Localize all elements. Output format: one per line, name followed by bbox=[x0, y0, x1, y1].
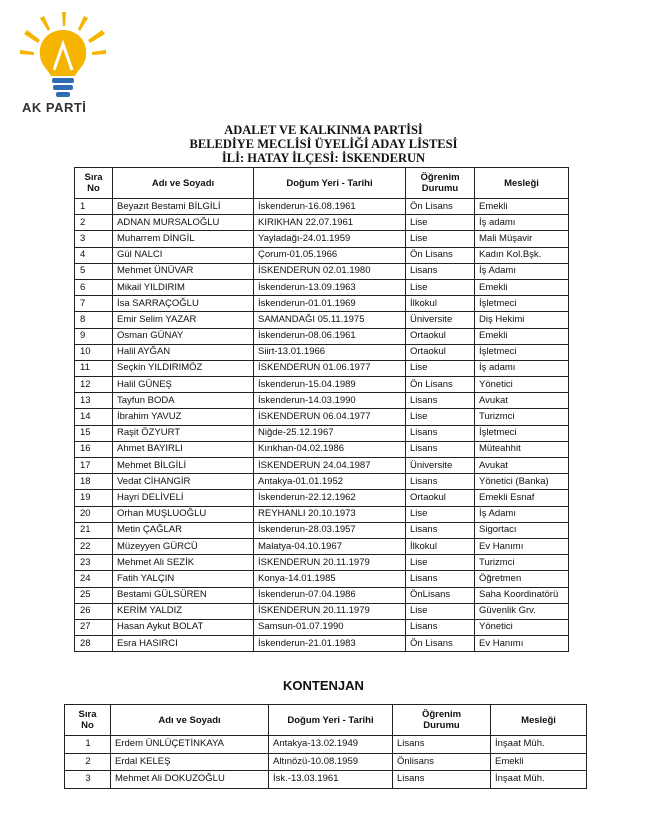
table-row bbox=[75, 571, 569, 587]
table-row bbox=[75, 555, 569, 571]
cell-sira-no: 16 bbox=[75, 441, 113, 457]
cell-education: İlkokul bbox=[406, 538, 475, 554]
cell-education: Lisans bbox=[406, 393, 475, 409]
table-row bbox=[75, 344, 569, 360]
header-birth: Doğum Yeri - Tarihi bbox=[269, 705, 393, 736]
cell-name: Metin ÇAĞLAR bbox=[113, 522, 254, 538]
cell-birth: İskenderun-07.04.1986 bbox=[254, 587, 406, 603]
cell-occupation: İş Adamı bbox=[475, 506, 569, 522]
cell-sira-no: 22 bbox=[75, 538, 113, 554]
cell-sira-no: 7 bbox=[75, 296, 113, 312]
cell-sira-no: 19 bbox=[75, 490, 113, 506]
cell-name: Erdal KELEŞ bbox=[111, 753, 269, 771]
table-row bbox=[75, 199, 569, 215]
cell-birth: Samsun-01.07.1990 bbox=[254, 619, 406, 635]
cell-education: Ön Lisans bbox=[406, 247, 475, 263]
cell-birth: İskenderun-21.01.1983 bbox=[254, 636, 406, 652]
cell-education: Lise bbox=[406, 506, 475, 522]
cell-education: Önlisans bbox=[393, 753, 491, 771]
cell-occupation: İnşaat Müh. bbox=[491, 771, 587, 789]
table-row bbox=[75, 393, 569, 409]
header-occupation: Mesleği bbox=[491, 705, 587, 736]
cell-name: Vedat CİHANGİR bbox=[113, 474, 254, 490]
cell-name: Müzeyyen GÜRCÜ bbox=[113, 538, 254, 554]
cell-birth: İSKENDERUN 20.11.1979 bbox=[254, 603, 406, 619]
cell-education: Lise bbox=[406, 409, 475, 425]
cell-birth: İskenderun-16.08.1961 bbox=[254, 199, 406, 215]
cell-occupation: İş Adamı bbox=[475, 263, 569, 279]
cell-occupation: Emekli bbox=[475, 199, 569, 215]
cell-sira-no: 1 bbox=[75, 199, 113, 215]
cell-birth: Malatya-04.10.1967 bbox=[254, 538, 406, 554]
cell-education: Ön Lisans bbox=[406, 636, 475, 652]
cell-sira-no: 14 bbox=[75, 409, 113, 425]
cell-education: Lisans bbox=[406, 571, 475, 587]
party-name-heading: ADALET VE KALKINMA PARTİSİ bbox=[224, 123, 423, 137]
cell-education: Lise bbox=[406, 231, 475, 247]
cell-education: Ortaokul bbox=[406, 328, 475, 344]
cell-name: Halil GÜNEŞ bbox=[113, 377, 254, 393]
cell-birth: Antakya-01.01.1952 bbox=[254, 474, 406, 490]
table-header-row bbox=[75, 168, 569, 199]
cell-name: Beyazıt Bestami BİLGİLİ bbox=[113, 199, 254, 215]
cell-occupation: Öğretmen bbox=[475, 571, 569, 587]
table-row bbox=[75, 587, 569, 603]
table-row bbox=[75, 474, 569, 490]
cell-name: Hayri DELİVELİ bbox=[113, 490, 254, 506]
table-row bbox=[75, 409, 569, 425]
cell-education: İlkokul bbox=[406, 296, 475, 312]
cell-sira-no: 10 bbox=[75, 344, 113, 360]
cell-occupation: Avukat bbox=[475, 393, 569, 409]
cell-sira-no: 4 bbox=[75, 247, 113, 263]
cell-name: Gül NALCI bbox=[113, 247, 254, 263]
cell-occupation: Mali Müşavir bbox=[475, 231, 569, 247]
kontenjan-table bbox=[64, 704, 587, 789]
table-row bbox=[65, 736, 587, 754]
cell-name: Mikail YILDIRIM bbox=[113, 279, 254, 295]
cell-name: Osman GÜNAY bbox=[113, 328, 254, 344]
cell-occupation: Turizmci bbox=[475, 409, 569, 425]
cell-name: Erdem ÜNLÜÇETİNKAYA bbox=[111, 736, 269, 754]
cell-sira-no: 9 bbox=[75, 328, 113, 344]
header-education: Öğrenim Durumu bbox=[393, 705, 491, 736]
table-row bbox=[75, 247, 569, 263]
cell-occupation: Avukat bbox=[475, 458, 569, 474]
cell-education: Üniversite bbox=[406, 312, 475, 328]
cell-occupation: Yönetici (Banka) bbox=[475, 474, 569, 490]
cell-birth: KIRIKHAN 22.07.1961 bbox=[254, 215, 406, 231]
table-row bbox=[75, 458, 569, 474]
table-row bbox=[75, 441, 569, 457]
cell-occupation: İşletmeci bbox=[475, 296, 569, 312]
cell-sira-no: 3 bbox=[75, 231, 113, 247]
header-occupation: Mesleği bbox=[475, 168, 569, 199]
cell-birth: İskenderun-28.03.1957 bbox=[254, 522, 406, 538]
cell-occupation: İş adamı bbox=[475, 215, 569, 231]
cell-education: Ortaokul bbox=[406, 344, 475, 360]
cell-sira-no: 26 bbox=[75, 603, 113, 619]
cell-sira-no: 3 bbox=[65, 771, 111, 789]
cell-name: Mehmet Ali DOKUZOĞLU bbox=[111, 771, 269, 789]
cell-occupation: Yönetici bbox=[475, 619, 569, 635]
cell-name: Fatih YALÇIN bbox=[113, 571, 254, 587]
cell-name: Hasan Aykut BOLAT bbox=[113, 619, 254, 635]
table-row bbox=[75, 636, 569, 652]
cell-education: ÖnLisans bbox=[406, 587, 475, 603]
cell-birth: Konya-14.01.1985 bbox=[254, 571, 406, 587]
cell-name: Esra HASIRCI bbox=[113, 636, 254, 652]
cell-birth: Antakya-13.02.1949 bbox=[269, 736, 393, 754]
cell-education: Lise bbox=[406, 360, 475, 376]
cell-birth: İSKENDERUN 06.04.1977 bbox=[254, 409, 406, 425]
table-row bbox=[75, 279, 569, 295]
cell-birth: Kırıkhan-04.02.1986 bbox=[254, 441, 406, 457]
candidate-table bbox=[74, 167, 569, 652]
cell-occupation: Ev Hanımı bbox=[475, 636, 569, 652]
cell-name: KERİM YALDIZ bbox=[113, 603, 254, 619]
cell-education: Ortaokul bbox=[406, 490, 475, 506]
cell-sira-no: 2 bbox=[65, 753, 111, 771]
table-header-row bbox=[65, 705, 587, 736]
cell-birth: İskenderun-14.03.1990 bbox=[254, 393, 406, 409]
cell-name: ADNAN MURSALOĞLU bbox=[113, 215, 254, 231]
list-title-heading: BELEDİYE MECLİSİ ÜYELİĞİ ADAY LİSTESİ bbox=[189, 137, 458, 151]
cell-occupation: Ev Hanımı bbox=[475, 538, 569, 554]
table-row bbox=[75, 603, 569, 619]
cell-birth: REYHANLI 20.10.1973 bbox=[254, 506, 406, 522]
table-row bbox=[75, 263, 569, 279]
cell-sira-no: 13 bbox=[75, 393, 113, 409]
header-sira-no: Sıra No bbox=[65, 705, 111, 736]
cell-birth: SAMANDAĞI 05.11.1975 bbox=[254, 312, 406, 328]
cell-education: Lise bbox=[406, 279, 475, 295]
cell-birth: İsk.-13.03.1961 bbox=[269, 771, 393, 789]
cell-education: Lisans bbox=[406, 474, 475, 490]
cell-birth: İskenderun-13.09.1963 bbox=[254, 279, 406, 295]
cell-birth: İskenderun-15.04.1989 bbox=[254, 377, 406, 393]
cell-birth: Altınözü-10.08.1959 bbox=[269, 753, 393, 771]
cell-name: Mehmet ÜNÜVAR bbox=[113, 263, 254, 279]
table-row bbox=[75, 506, 569, 522]
cell-sira-no: 20 bbox=[75, 506, 113, 522]
cell-sira-no: 12 bbox=[75, 377, 113, 393]
cell-occupation: Diş Hekimi bbox=[475, 312, 569, 328]
cell-name: Muharrem DİNGİL bbox=[113, 231, 254, 247]
cell-occupation: Emekli bbox=[491, 753, 587, 771]
cell-education: Lisans bbox=[406, 522, 475, 538]
cell-education: Ön Lisans bbox=[406, 199, 475, 215]
table-row bbox=[75, 538, 569, 554]
cell-occupation: Emekli Esnaf bbox=[475, 490, 569, 506]
cell-sira-no: 24 bbox=[75, 571, 113, 587]
cell-birth: İSKENDERUN 20.11.1979 bbox=[254, 555, 406, 571]
table-row bbox=[75, 377, 569, 393]
table-row bbox=[75, 522, 569, 538]
cell-birth: Çorum-01.05.1966 bbox=[254, 247, 406, 263]
cell-occupation: İşletmeci bbox=[475, 344, 569, 360]
cell-education: Lisans bbox=[406, 263, 475, 279]
cell-occupation: Yönetici bbox=[475, 377, 569, 393]
cell-education: Lisans bbox=[406, 619, 475, 635]
cell-sira-no: 8 bbox=[75, 312, 113, 328]
cell-education: Lise bbox=[406, 603, 475, 619]
cell-occupation: Saha Koordinatörü bbox=[475, 587, 569, 603]
cell-sira-no: 25 bbox=[75, 587, 113, 603]
cell-occupation: Emekli bbox=[475, 328, 569, 344]
cell-occupation: Turizmci bbox=[475, 555, 569, 571]
cell-education: Lise bbox=[406, 215, 475, 231]
cell-birth: İSKENDERUN 24.04.1987 bbox=[254, 458, 406, 474]
cell-name: Bestami GÜLSÜREN bbox=[113, 587, 254, 603]
cell-sira-no: 11 bbox=[75, 360, 113, 376]
header-birth: Doğum Yeri - Tarihi bbox=[254, 168, 406, 199]
cell-name: Orhan MUŞLUOĞLU bbox=[113, 506, 254, 522]
cell-sira-no: 28 bbox=[75, 636, 113, 652]
cell-name: Mehmet BİLGİLİ bbox=[113, 458, 254, 474]
cell-sira-no: 5 bbox=[75, 263, 113, 279]
cell-education: Lisans bbox=[393, 771, 491, 789]
location-heading: İLİ: HATAY İLÇESİ: İSKENDERUN bbox=[221, 151, 426, 165]
table-row bbox=[75, 490, 569, 506]
table-row bbox=[75, 296, 569, 312]
cell-sira-no: 17 bbox=[75, 458, 113, 474]
header-education: Öğrenim Durumu bbox=[406, 168, 475, 199]
cell-name: Raşit ÖZYURT bbox=[113, 425, 254, 441]
cell-sira-no: 15 bbox=[75, 425, 113, 441]
cell-birth: İskenderun-01.01.1969 bbox=[254, 296, 406, 312]
cell-occupation: Güvenlik Grv. bbox=[475, 603, 569, 619]
cell-name: Tayfun BODA bbox=[113, 393, 254, 409]
cell-education: Ön Lisans bbox=[406, 377, 475, 393]
cell-birth: Niğde-25.12.1967 bbox=[254, 425, 406, 441]
cell-sira-no: 18 bbox=[75, 474, 113, 490]
cell-sira-no: 21 bbox=[75, 522, 113, 538]
header-name: Adı ve Soyadı bbox=[111, 705, 269, 736]
cell-occupation: İş adamı bbox=[475, 360, 569, 376]
cell-birth: İSKENDERUN 02.01.1980 bbox=[254, 263, 406, 279]
cell-birth: İskenderun-22.12.1962 bbox=[254, 490, 406, 506]
header-name: Adı ve Soyadı bbox=[113, 168, 254, 199]
cell-education: Lise bbox=[406, 555, 475, 571]
cell-name: İbrahim YAVUZ bbox=[113, 409, 254, 425]
table-row bbox=[75, 328, 569, 344]
cell-occupation: Sigortacı bbox=[475, 522, 569, 538]
cell-education: Üniversite bbox=[406, 458, 475, 474]
table-row bbox=[65, 753, 587, 771]
cell-name: Mehmet Ali SEZİK bbox=[113, 555, 254, 571]
table-row bbox=[75, 425, 569, 441]
cell-occupation: Kadın Kol.Bşk. bbox=[475, 247, 569, 263]
kontenjan-title: KONTENJAN bbox=[283, 678, 364, 693]
cell-occupation: Emekli bbox=[475, 279, 569, 295]
cell-name: Seçkin YILDIRIMÖZ bbox=[113, 360, 254, 376]
cell-education: Lisans bbox=[393, 736, 491, 754]
cell-occupation: Müteahhit bbox=[475, 441, 569, 457]
cell-name: İsa SARRAÇOĞLU bbox=[113, 296, 254, 312]
cell-birth: İskenderun-08.06.1961 bbox=[254, 328, 406, 344]
table-row bbox=[75, 619, 569, 635]
cell-sira-no: 23 bbox=[75, 555, 113, 571]
table-row bbox=[75, 231, 569, 247]
table-row bbox=[65, 771, 587, 789]
logo-text: AK PARTİ bbox=[22, 100, 87, 115]
cell-sira-no: 1 bbox=[65, 736, 111, 754]
cell-name: Ahmet BAYIRLI bbox=[113, 441, 254, 457]
cell-occupation: İnşaat Müh. bbox=[491, 736, 587, 754]
table-row bbox=[75, 360, 569, 376]
cell-birth: Siirt-13.01.1966 bbox=[254, 344, 406, 360]
cell-sira-no: 6 bbox=[75, 279, 113, 295]
cell-name: Emir Selim YAZAR bbox=[113, 312, 254, 328]
cell-sira-no: 27 bbox=[75, 619, 113, 635]
light-bulb-logo-icon bbox=[18, 10, 108, 105]
cell-birth: İSKENDERUN 01.06.1977 bbox=[254, 360, 406, 376]
cell-name: Halil AYĞAN bbox=[113, 344, 254, 360]
cell-sira-no: 2 bbox=[75, 215, 113, 231]
cell-birth: Yayladağı-24.01.1959 bbox=[254, 231, 406, 247]
cell-education: Lisans bbox=[406, 425, 475, 441]
table-row bbox=[75, 215, 569, 231]
cell-education: Lisans bbox=[406, 441, 475, 457]
header-sira-no: Sıra No bbox=[75, 168, 113, 199]
cell-occupation: İşletmeci bbox=[475, 425, 569, 441]
table-row bbox=[75, 312, 569, 328]
